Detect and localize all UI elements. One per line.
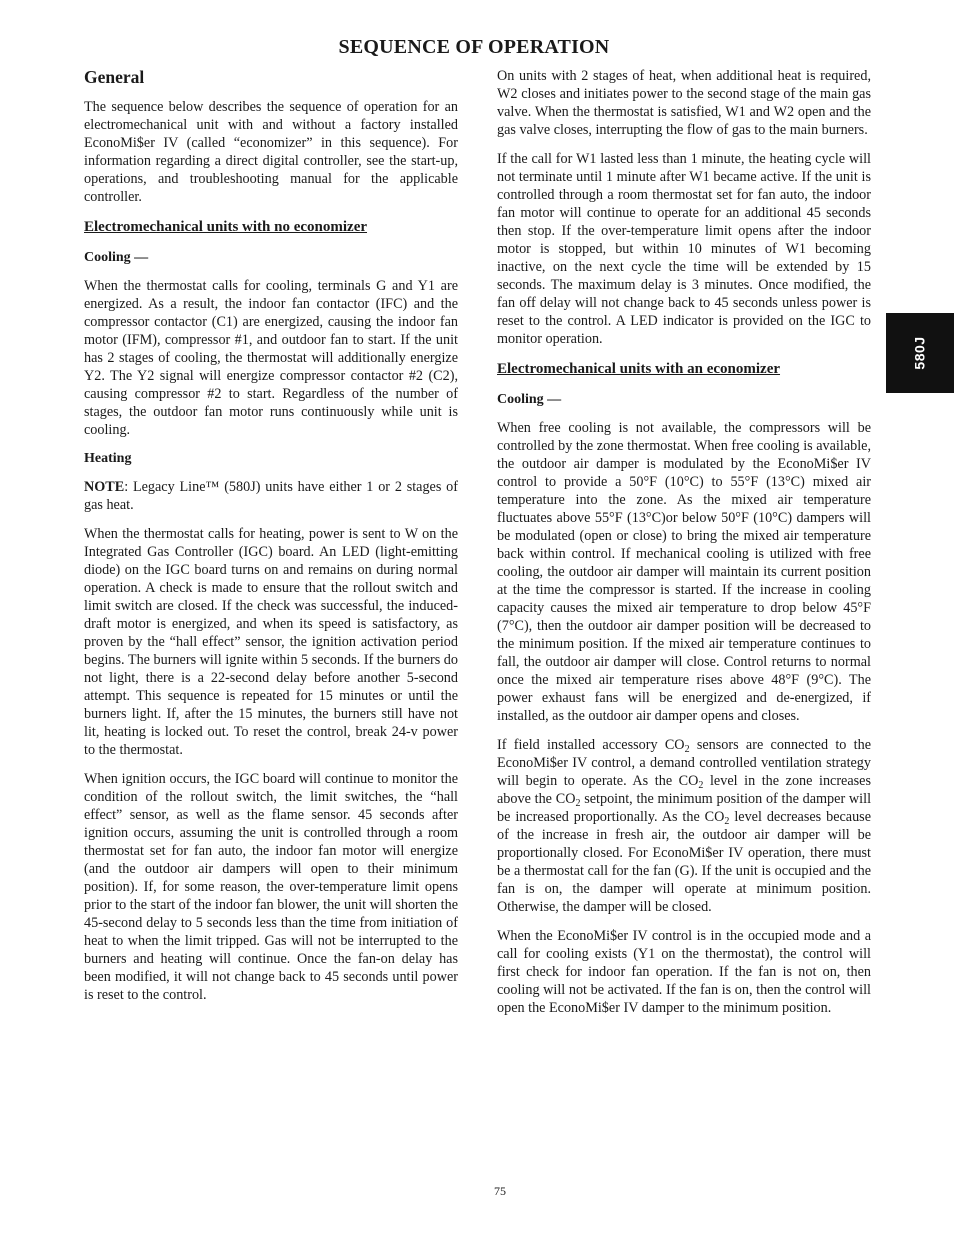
general-heading: General xyxy=(84,67,145,87)
w1-call-paragraph: If the call for W1 lasted less than 1 minute, the heating cycle will not terminate until 1 minute after W1 became active. If the unit is controlled through a room thermostat set for fan auto, the indoor fan motor will continue to operate for an additional 45 seconds then stop. If the over-temperature limit opens after the indoor motor is stopped, but within 10 minutes of W1 becoming inactive, on the next cycle the time will be extended by 15 seconds. The maximum delay is 3 minutes. Once modified, the fan off delay will not change back to 45 seconds unless power is reset to the control. A LED indicator is provided on the IGC to monitor operation. xyxy=(497,151,871,347)
general-paragraph: The sequence below describes the sequence of operation for an electromechanical unit with and without a factory installed EconoMi$er IV (called “economizer” in this sequence). For information regarding a direct digital controller, see the start-up, operations, and troubleshooting manual for the applicable controller. xyxy=(84,99,458,205)
co2-paragraph: If field installed accessory $CO_2$ sensors are connected to the EconoMi$er IV control, a demand controlled ventilation strategy will begin to operate. As the $CO_2$ level in the zone increases above the $CO_2$ setpoint, the minimum position of the damper will be increased proportionally. As the $CO_2$ level decreases because of the increase in fresh air, the outdoor air damper will be proportionally closed. For EconoMi$er IV operation, there must be a thermostat call for the fan (G). If the unit is occupied and the fan is on, the damper will operate at minimum position. Otherwise, the damper will be closed. xyxy=(497,737,872,915)
occupied-mode-paragraph: When the EconoMi$er IV control is in the occupied mode and a call for cooling exists (Y1 on the thermostat), the control will first check for indoor fan operation. If the fan is not on, then cooling will not be activated. If the fan is on, then the control will open the EconoMi$er IV damper to the minimum position. xyxy=(497,928,871,1016)
economizer-heading: Electromechanical units with an economizer xyxy=(497,361,781,377)
page-title: SEQUENCE OF OPERATION xyxy=(338,36,610,58)
heating-paragraph-2: When ignition occurs, the IGC board will continue to monitor the condition of the rollout switch, the limit switches, the “hall effect” sensor, as well as the flame sensor. 45 seconds after ignition occurs, assuming the unit is controlled through a room thermostat set for fan auto, the indoor fan motor will energize (and the outdoor air dampers will open to their minimum position). If, for some reason, the over-temperature limit opens prior to the start of the indoor fan blower, the unit will shorten the 45-second delay to 5 seconds less than the time from initiation of heat to when the limit tripped. Gas will not be interrupted to the burners and heating will continue. Once the fan-on delay has been modified, it will not change back to 45 seconds until power is reset to the control. xyxy=(84,771,458,1003)
cooling-heading: Cooling — xyxy=(84,250,149,265)
heating-paragraph-1: When the thermostat calls for heating, power is sent to W on the Integrated Gas Controller (IGC) board. An LED (light-emitting diode) on the IGC board turns on and remains on during normal operation. A check is made to ensure that the rollout switch and limit switch are closed. If the check was successful, the induced-draft motor is energized, and when its speed is satisfactory, as proven by the “hall effect” sensor, the ignition activation period begins. The burners will ignite within 5 seconds. If the burners do not light, there is a 22-second delay before another 5-second attempt. This sequence is repeated for 15 minutes or until the burners light. If, after the 15 minutes, the burners still have not lit, heating is locked out. To reset the control, break 24-v power to the thermostat. xyxy=(84,526,458,758)
no-economizer-heading: Electromechanical units with no economizer xyxy=(84,219,368,235)
heating-heading: Heating xyxy=(84,451,132,466)
note-text: : Legacy Line™ (580J) units have either 1 or 2 stages of gas heat. xyxy=(84,479,458,513)
economizer-cooling-heading: Cooling — xyxy=(497,392,562,407)
note-paragraph xyxy=(84,478,458,514)
right-column xyxy=(497,67,871,1028)
note-label: NOTE xyxy=(84,479,125,495)
left-column xyxy=(84,66,458,1015)
side-tab-label: 580J xyxy=(912,336,928,370)
free-cooling-paragraph: When free cooling is not available, the compressors will be controlled by the zone thermostat. When free cooling is available, the outdoor air damper is modulated by the EconoMi$er IV control to provide a 50°F (10°C) to 55°F (13°C) mixed air temperature into the zone. As the mixed air temperature fluctuates above 55°F (13°C)or below 50°F (10°C) dampers will be modulated (open or close) to bring the mixed air temperature back within control. If mechanical cooling is utilized with free cooling, the outdoor air damper will maintain its current position at the time the compressor is started. If the increase in cooling capacity causes the mixed air temperature to drop below 45°F (7°C), then the outdoor air damper position will be decreased to the minimum position. If the mixed air temperature continues to fall, the outdoor air damper will close. Control returns to normal once the mixed air temperature rises above 48°F (9°C). The power exhaust fans will be energized and de-energized, if installed, as the outdoor air damper opens and closes. xyxy=(497,420,871,724)
page-number: 75 xyxy=(494,1184,506,1198)
side-tab xyxy=(886,313,954,393)
two-stage-heat-paragraph: On units with 2 stages of heat, when additional heat is required, W2 closes and initiates power to the second stage of the main gas valve. When the thermostat is satisfied, W1 and W2 open and the gas valve closes, interrupting the flow of gas to the main burners. xyxy=(497,68,871,138)
cooling-paragraph: When the thermostat calls for cooling, terminals G and Y1 are energized. As a result, the indoor fan contactor (IFC) and the compressor contactor (C1) are energized, causing the indoor fan motor (IFM), compressor #1, and outdoor fan to start. If the unit has 2 stages of cooling, the thermostat will additionally energize Y2. The Y2 signal will energize compressor contactor #2 (C2), causing compressor #2 to start. Regardless of the number of stages, the outdoor fan motor runs continuously while unit is cooling. xyxy=(84,278,458,438)
